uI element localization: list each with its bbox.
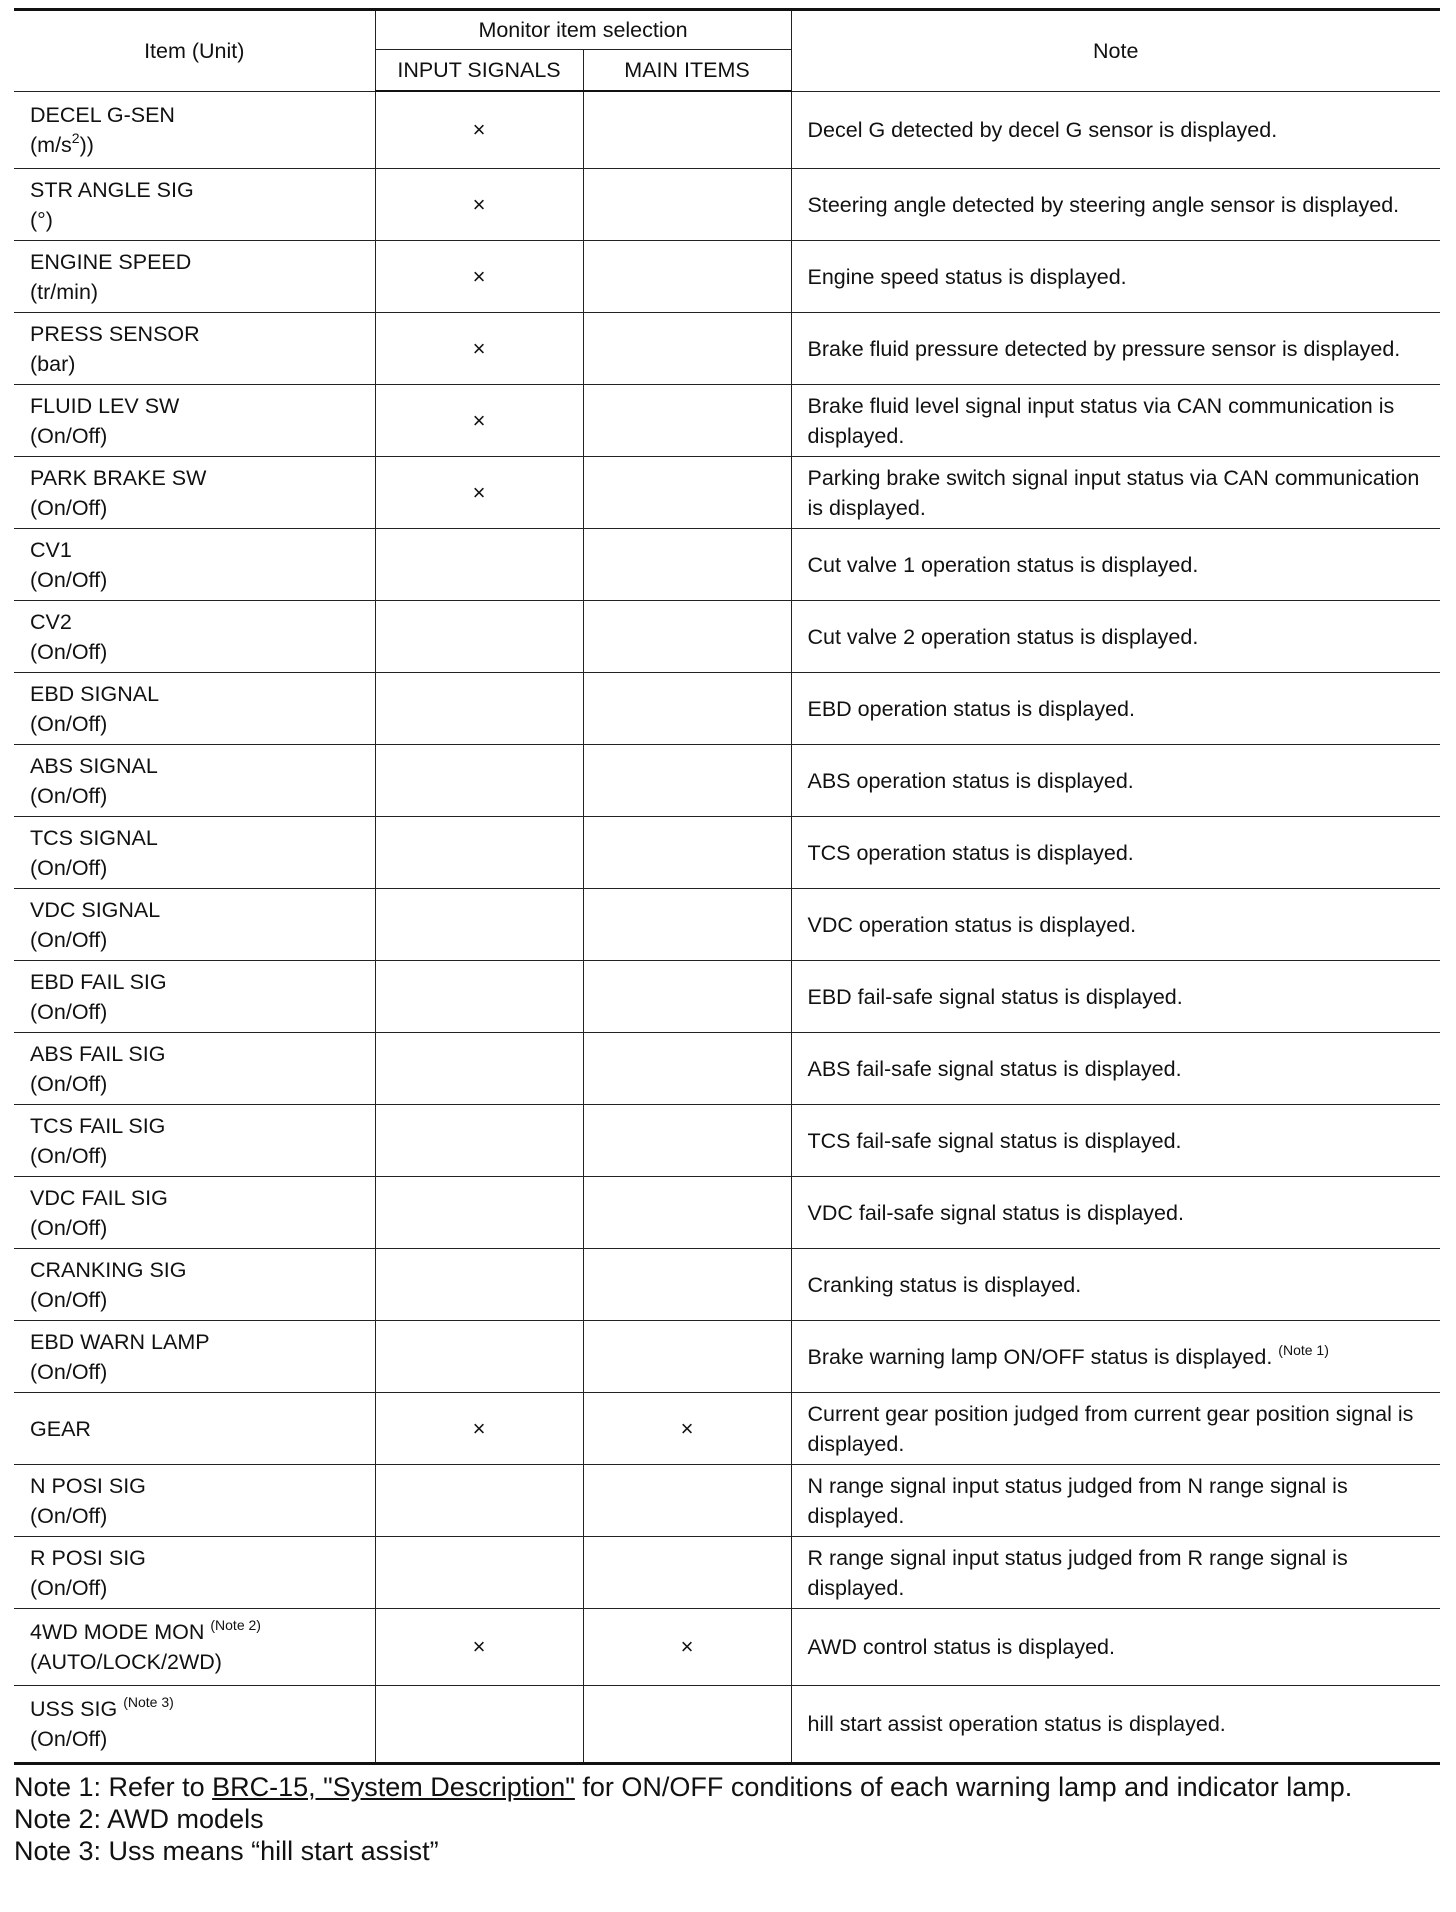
input-signals-mark xyxy=(375,745,583,817)
table-row xyxy=(14,385,1440,457)
table-row xyxy=(14,91,1440,169)
note-text: R range signal input status judged from R range signal is displayed. xyxy=(807,1545,1348,1600)
note-text: Engine speed status is displayed. xyxy=(807,264,1127,289)
input-signals-mark: × xyxy=(375,91,583,169)
item-cell xyxy=(14,745,375,817)
item-name xyxy=(30,607,375,637)
footnote-1 xyxy=(14,1771,1440,1803)
item-unit: (On/Off) xyxy=(30,1071,108,1096)
note-text: EBD fail-safe signal status is displayed. xyxy=(807,984,1183,1009)
note-cell xyxy=(791,745,1440,817)
input-signals-mark xyxy=(375,961,583,1033)
note-text: Steering angle detected by steering angle sensor is displayed. xyxy=(807,192,1400,217)
item-cell xyxy=(14,1465,375,1537)
main-items-mark xyxy=(583,241,791,313)
item-name xyxy=(30,1039,375,1069)
item-name xyxy=(30,175,375,205)
item-cell xyxy=(14,1609,375,1686)
table-row xyxy=(14,817,1440,889)
table-row xyxy=(14,889,1440,961)
note-cell xyxy=(791,1393,1440,1465)
table-row xyxy=(14,1537,1440,1609)
item-unit: (On/Off) xyxy=(30,927,108,952)
main-items-mark xyxy=(583,1105,791,1177)
item-unit: (On/Off) xyxy=(30,1575,108,1600)
item-name xyxy=(30,319,375,349)
note-cell: Decel G detected by decel G sensor is displayed. xyxy=(791,91,1440,169)
item-name-text: PRESS SENSOR xyxy=(30,321,200,346)
table-body xyxy=(14,91,1440,1764)
item-name xyxy=(30,1111,375,1141)
item-note-ref: (Note 3) xyxy=(123,1694,174,1710)
note-text: Parking brake switch signal input status via CAN communication is displayed. xyxy=(807,465,1420,520)
note-text: Current gear position judged from current gear position signal is displayed. xyxy=(807,1401,1414,1456)
item-unit: (°) xyxy=(30,207,53,232)
item-name-text: TCS SIGNAL xyxy=(30,825,158,850)
item-note-ref: (Note 2) xyxy=(210,1617,261,1633)
item-name-text: EBD FAIL SIG xyxy=(30,969,167,994)
header-item-unit: Item (Unit) xyxy=(14,10,375,92)
item-unit: (On/Off) xyxy=(30,1727,108,1751)
item-unit: (On/Off) xyxy=(30,495,108,520)
item-name-text: EBD WARN LAMP xyxy=(30,1329,210,1354)
note-text: N range signal input status judged from N range signal is displayed. xyxy=(807,1473,1348,1528)
table-row xyxy=(14,673,1440,745)
item-unit: (On/Off) xyxy=(30,855,108,880)
item-name-text: TCS FAIL SIG xyxy=(30,1113,166,1138)
table-row xyxy=(14,1105,1440,1177)
note-cell xyxy=(791,241,1440,313)
main-items-mark xyxy=(583,313,791,385)
item-cell xyxy=(14,1537,375,1609)
table-row xyxy=(14,1686,1440,1764)
item-name-text: ABS SIGNAL xyxy=(30,753,158,778)
input-signals-mark xyxy=(375,529,583,601)
footnotes xyxy=(14,1771,1440,1867)
item-name-text: VDC FAIL SIG xyxy=(30,1185,168,1210)
note-text: ABS fail-safe signal status is displayed. xyxy=(807,1056,1182,1081)
item-name-text: CRANKING SIG xyxy=(30,1257,187,1282)
table-row xyxy=(14,601,1440,673)
item-name xyxy=(30,463,375,493)
item-name-text: CV1 xyxy=(30,537,72,562)
header-note: Note xyxy=(791,10,1440,92)
main-items-mark xyxy=(583,817,791,889)
item-cell xyxy=(14,673,375,745)
header-monitor-selection: Monitor item selection xyxy=(375,10,791,50)
item-name xyxy=(30,895,375,925)
item-name-text: STR ANGLE SIG xyxy=(30,177,194,202)
note-text: ABS operation status is displayed. xyxy=(807,768,1134,793)
item-name-text: 4WD MODE MON xyxy=(30,1620,205,1644)
table-row xyxy=(14,457,1440,529)
note-cell xyxy=(791,1249,1440,1321)
item-cell xyxy=(14,889,375,961)
input-signals-mark: × xyxy=(375,1393,583,1465)
input-signals-mark: × xyxy=(375,169,583,241)
item-name xyxy=(30,1183,375,1213)
item-cell xyxy=(14,1105,375,1177)
item-name xyxy=(30,1414,375,1444)
item-cell xyxy=(14,1177,375,1249)
item-name xyxy=(30,535,375,565)
input-signals-mark xyxy=(375,1321,583,1393)
header-main-items: MAIN ITEMS xyxy=(583,50,791,92)
footnote-1-text-end: for ON/OFF conditions of each warning lamp and indicator lamp. xyxy=(574,1772,1353,1802)
main-items-mark xyxy=(583,1033,791,1105)
item-cell xyxy=(14,1249,375,1321)
item-unit: (On/Off) xyxy=(30,711,108,736)
main-items-mark xyxy=(583,1465,791,1537)
item-name xyxy=(30,1617,375,1647)
item-unit: (On/Off) xyxy=(30,1215,108,1240)
input-signals-mark: × xyxy=(375,385,583,457)
note-cell xyxy=(791,961,1440,1033)
item-unit: (On/Off) xyxy=(30,1503,108,1528)
item-name xyxy=(30,679,375,709)
input-signals-mark xyxy=(375,1105,583,1177)
table-row xyxy=(14,1177,1440,1249)
input-signals-mark xyxy=(375,817,583,889)
table-row xyxy=(14,313,1440,385)
item-cell xyxy=(14,1321,375,1393)
input-signals-mark xyxy=(375,889,583,961)
header-input-signals: INPUT SIGNALS xyxy=(375,50,583,92)
item-name-text: ABS FAIL SIG xyxy=(30,1041,166,1066)
note-cell xyxy=(791,1033,1440,1105)
item-unit: (bar) xyxy=(30,351,76,376)
input-signals-mark xyxy=(375,1465,583,1537)
input-signals-mark xyxy=(375,1033,583,1105)
input-signals-mark: × xyxy=(375,457,583,529)
main-items-mark xyxy=(583,1537,791,1609)
item-cell xyxy=(14,529,375,601)
item-cell xyxy=(14,817,375,889)
item-name-text: PARK BRAKE SW xyxy=(30,465,207,490)
input-signals-mark xyxy=(375,1177,583,1249)
note-cell xyxy=(791,889,1440,961)
item-name-text: R POSI SIG xyxy=(30,1545,146,1570)
main-items-mark: × xyxy=(583,1609,791,1686)
footnote-2: Note 2: AWD models xyxy=(14,1804,264,1834)
item-cell xyxy=(14,385,375,457)
input-signals-mark: × xyxy=(375,1609,583,1686)
item-cell xyxy=(14,601,375,673)
note-text: EBD operation status is displayed. xyxy=(807,696,1135,721)
main-items-mark xyxy=(583,91,791,169)
note-text: hill start assist operation status is displayed. xyxy=(807,1712,1226,1736)
unit-text-end: )) xyxy=(79,132,94,157)
note-cell xyxy=(791,817,1440,889)
item-cell xyxy=(14,457,375,529)
item-cell xyxy=(14,1033,375,1105)
table-row xyxy=(14,169,1440,241)
item-unit: (On/Off) xyxy=(30,1359,108,1384)
main-items-mark xyxy=(583,529,791,601)
note-cell xyxy=(791,1321,1440,1393)
item-cell xyxy=(14,91,375,169)
item-name xyxy=(30,823,375,853)
main-items-mark xyxy=(583,745,791,817)
input-signals-mark xyxy=(375,601,583,673)
note-cell xyxy=(791,1537,1440,1609)
note-text: AWD control status is displayed. xyxy=(807,1635,1115,1659)
note-cell xyxy=(791,313,1440,385)
item-name xyxy=(30,967,375,997)
note-cell xyxy=(791,1686,1440,1764)
monitor-items-table xyxy=(14,8,1440,1765)
item-unit: (On/Off) xyxy=(30,567,108,592)
footnote-1-text: Note 1: Refer to xyxy=(14,1772,213,1802)
note-cell xyxy=(791,1105,1440,1177)
main-items-mark xyxy=(583,1177,791,1249)
item-name xyxy=(30,247,375,277)
note-text: Cut valve 1 operation status is displayed. xyxy=(807,552,1199,577)
input-signals-mark xyxy=(375,1686,583,1764)
item-name-text: GEAR xyxy=(30,1416,91,1441)
item-unit: (On/Off) xyxy=(30,999,108,1024)
note-cell xyxy=(791,385,1440,457)
item-name xyxy=(30,1543,375,1573)
unit-text: (m/s xyxy=(30,132,72,157)
item-cell xyxy=(14,1686,375,1764)
note-cell xyxy=(791,169,1440,241)
main-items-mark xyxy=(583,385,791,457)
table-row xyxy=(14,961,1440,1033)
item-name xyxy=(30,1471,375,1501)
item-unit: (On/Off) xyxy=(30,1143,108,1168)
main-items-mark xyxy=(583,1321,791,1393)
note-text: Cranking status is displayed. xyxy=(807,1272,1082,1297)
item-name xyxy=(30,751,375,781)
note-text: TCS operation status is displayed. xyxy=(807,840,1134,865)
item-name xyxy=(30,391,375,421)
note-cell xyxy=(791,1177,1440,1249)
note-cell xyxy=(791,457,1440,529)
main-items-mark xyxy=(583,1686,791,1764)
brc-15-system-description-link[interactable]: BRC-15, "System Description" xyxy=(212,1772,575,1802)
item-cell xyxy=(14,1393,375,1465)
table-row xyxy=(14,1465,1440,1537)
table-row xyxy=(14,745,1440,817)
note-text: VDC fail-safe signal status is displayed. xyxy=(807,1200,1184,1225)
item-unit: (On/Off) xyxy=(30,423,108,448)
main-items-mark xyxy=(583,889,791,961)
footnote-3: Note 3: Uss means “hill start assist” xyxy=(14,1836,439,1866)
item-cell xyxy=(14,313,375,385)
input-signals-mark xyxy=(375,1249,583,1321)
main-items-mark xyxy=(583,457,791,529)
input-signals-mark: × xyxy=(375,241,583,313)
note-text: TCS fail-safe signal status is displayed. xyxy=(807,1128,1182,1153)
item-name-text: FLUID LEV SW xyxy=(30,393,180,418)
item-name-text: CV2 xyxy=(30,609,72,634)
table-row xyxy=(14,1609,1440,1686)
note-text: VDC operation status is displayed. xyxy=(807,912,1137,937)
input-signals-mark xyxy=(375,1537,583,1609)
note-text: Cut valve 2 operation status is displayed. xyxy=(807,624,1199,649)
item-name: DECEL G-SEN xyxy=(30,102,175,127)
table-row xyxy=(14,1033,1440,1105)
note-text: Brake warning lamp ON/OFF status is displayed. xyxy=(807,1344,1273,1369)
item-name xyxy=(30,1255,375,1285)
note-cell xyxy=(791,673,1440,745)
item-unit xyxy=(30,130,375,160)
table-row xyxy=(14,1393,1440,1465)
table-row xyxy=(14,1321,1440,1393)
item-unit: (tr/min) xyxy=(30,279,99,304)
item-unit: (On/Off) xyxy=(30,639,108,664)
main-items-mark xyxy=(583,169,791,241)
item-name-text: ENGINE SPEED xyxy=(30,249,192,274)
note-text: Brake fluid pressure detected by pressure sensor is displayed. xyxy=(807,336,1401,361)
item-name-text: N POSI SIG xyxy=(30,1473,146,1498)
unit-superscript: 2 xyxy=(71,129,80,146)
item-name-text: VDC SIGNAL xyxy=(30,897,161,922)
item-unit: (AUTO/LOCK/2WD) xyxy=(30,1650,222,1674)
item-cell xyxy=(14,241,375,313)
table-header xyxy=(14,10,1440,92)
table-row xyxy=(14,241,1440,313)
item-cell xyxy=(14,961,375,1033)
table-row xyxy=(14,1249,1440,1321)
item-name-text: EBD SIGNAL xyxy=(30,681,160,706)
item-cell xyxy=(14,169,375,241)
item-name xyxy=(30,1327,375,1357)
note-text: Brake fluid level signal input status via CAN communication is displayed. xyxy=(807,393,1395,448)
table-row xyxy=(14,529,1440,601)
main-items-mark: × xyxy=(583,1393,791,1465)
document-page xyxy=(14,8,1440,1867)
main-items-mark xyxy=(583,961,791,1033)
note-cell xyxy=(791,601,1440,673)
note-cell xyxy=(791,529,1440,601)
note-ref: (Note 1) xyxy=(1278,1341,1329,1358)
item-name-text: USS SIG xyxy=(30,1697,118,1721)
note-cell xyxy=(791,1465,1440,1537)
main-items-mark xyxy=(583,1249,791,1321)
input-signals-mark xyxy=(375,673,583,745)
note-cell xyxy=(791,1609,1440,1686)
item-unit: (On/Off) xyxy=(30,1287,108,1312)
main-items-mark xyxy=(583,673,791,745)
item-unit: (On/Off) xyxy=(30,783,108,808)
item-name xyxy=(30,1694,375,1724)
input-signals-mark: × xyxy=(375,313,583,385)
main-items-mark xyxy=(583,601,791,673)
